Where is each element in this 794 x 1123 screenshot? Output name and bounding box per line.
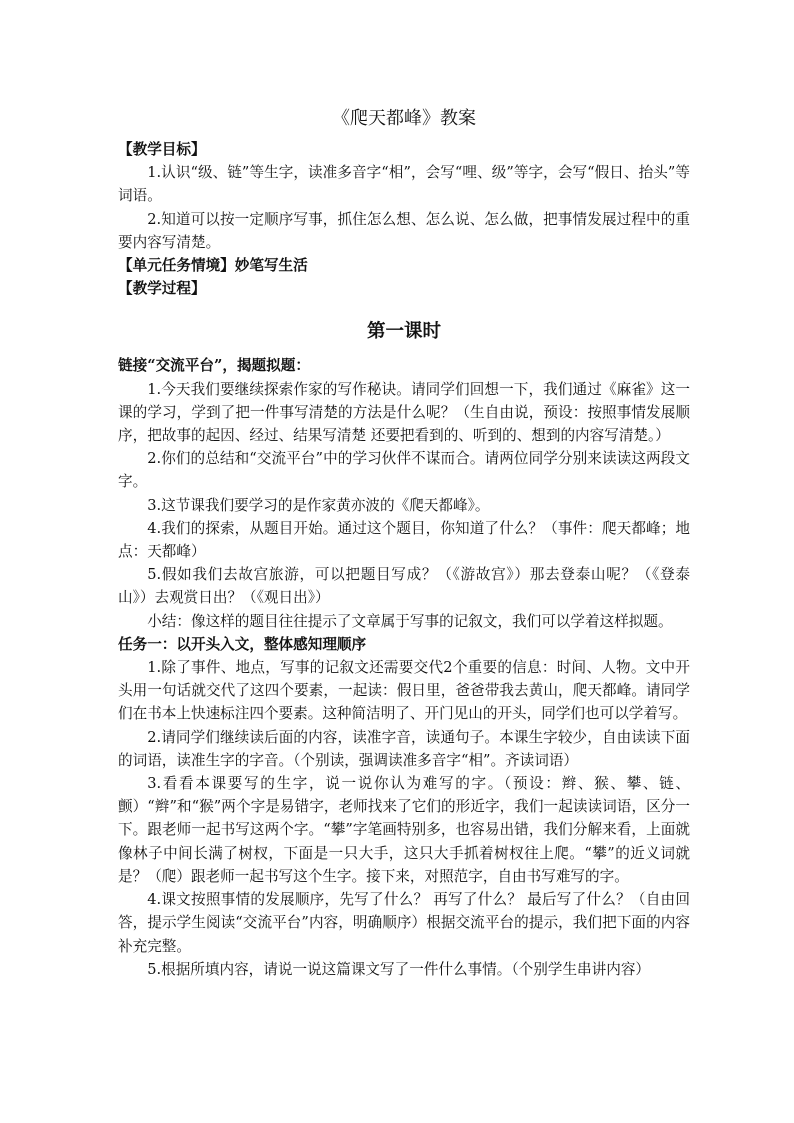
document-page bbox=[118, 108, 690, 981]
section-paragraph: 5.假如我们去故宫旅游，可以把题目写成？（《游故宫》）那去登泰山呢？（《登泰山》）去观赏日出？（《观日出》） bbox=[118, 566, 690, 607]
document-title: 《爬天都峰》教案 bbox=[332, 108, 476, 129]
section-paragraph: 5.根据所填内容，请说一说这篇课文写了一件什么事情。（个别学生串讲内容） bbox=[147, 960, 651, 978]
objective-item: 2.知道可以按一定顺序写事，抓住怎么想、怎么说、怎么做，把事情发展过程中的重要内容写清楚。 bbox=[118, 210, 690, 251]
section-paragraph: 1.今天我们要继续探索作家的写作秘诀。请同学们回想一下，我们通过《麻雀》这一课的学习，学到了把一件事写清楚的方法是什么呢？（生自由说，预设：按照事情发展顺序，把故事的起因、经过、结果写清楚 还要把看到的、听到的、想到的内容写清楚。） bbox=[118, 380, 690, 445]
unit-context-heading: 【单元任务情境】妙笔写生活 bbox=[118, 257, 308, 275]
section-paragraph: 3.看看本课要写的生字，说一说你认为难写的字。（预设：辫、猴、攀、链、颤）“辫”和“猴”两个字是易错字，老师找来了它们的形近字，我们一起读读词语，区分一下。跟老师一起书写这两个字。“攀”字笔画特别多，也容易出错，我们分解来看，上面就像林子中间长满了树杈，下面是一只大手，这只大手抓着树杈往上爬。“攀”的近义词就是？（爬）跟老师一起书写这个生字。接下来，对照范字，自由书写难写的字。 bbox=[118, 775, 690, 885]
section-paragraph: 3.这节课我们要学习的是作家黄亦波的《爬天都峰》。 bbox=[147, 496, 490, 514]
process-heading: 【教学过程】 bbox=[118, 280, 206, 298]
section-paragraph: 2.请同学们继续读后面的内容，读准字音，读通句子。本课生字较少，自由读读下面的词语，读准生字的字音。（个别读，强调读准多音字“相”。齐读词语） bbox=[118, 728, 690, 769]
objectives-heading: 【教学目标】 bbox=[118, 141, 206, 158]
objective-item: 1.认识“级、链”等生字，读准多音字“相”，会写“哩、级”等字，会写“假日、抬头”等词语。 bbox=[118, 164, 690, 205]
section-heading: 任务一：以开头入文，整体感知理顺序 bbox=[118, 635, 367, 653]
section-paragraph: 4.我们的探索，从题目开始。通过这个题目，你知道了什么？（事件：爬天都峰；地点：天都峰） bbox=[118, 519, 690, 561]
section-paragraph: 4.课文按照事情的发展顺序，先写了什么？ 再写了什么？ 最后写了什么？（自由回答，提示学生阅读“交流平台”内容，明确顺序）根据交流平台的提示，我们把下面的内容补充完整。 bbox=[118, 891, 690, 955]
section-paragraph: 2.你们的总结和“交流平台”中的学习伙伴不谋而合。请两位同学分别来读读这两段文字。 bbox=[118, 450, 690, 491]
section-heading: 链接“交流平台”，揭题拟题： bbox=[118, 357, 310, 375]
summary-paragraph: 小结：像这样的题目往往提示了文章属于写事的记叙文，我们可以学着这样拟题。 bbox=[147, 612, 673, 630]
lesson-title: 第一课时 bbox=[366, 321, 441, 343]
section-paragraph: 1.除了事件、地点，写事的记叙文还需要交代2个重要的信息：时间、人物。文中开头用一句话就交代了这四个要素，一起读：假日里，爸爸带我去黄山，爬天都峰。请同学们在书本上快速标注四个要素。这种简洁明了、开门见山的开头，同学们也可以学着写。 bbox=[118, 659, 690, 723]
